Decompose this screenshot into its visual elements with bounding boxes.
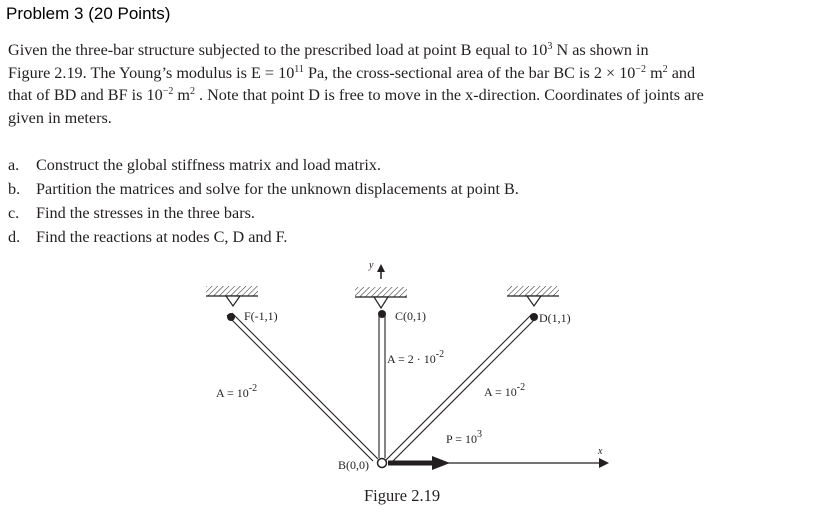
statement-line-4: given in meters. bbox=[8, 108, 112, 127]
statement-line-3: that of BD and BF is $10^{-2}$ $m^2$ . Note that point D is free to move in the x-direction. Coordinates of joints are bbox=[8, 86, 704, 104]
joint-d bbox=[530, 313, 538, 321]
y-axis-arrow bbox=[377, 264, 385, 279]
support-f bbox=[206, 286, 258, 306]
node-label-d: D(1,1) bbox=[539, 311, 571, 325]
statement-line-1: Given the three-bar structure subjected to the prescribed load at point B equal to $10^3$ N as shown in bbox=[8, 41, 649, 59]
bar-bc bbox=[379, 315, 385, 458]
figure-caption: Figure 2.19 bbox=[364, 486, 441, 505]
support-d bbox=[507, 286, 559, 306]
joint-f bbox=[227, 313, 235, 321]
task-a: a. Construct the global stiffness matrix and load matrix. bbox=[8, 156, 381, 174]
load-arrow bbox=[388, 456, 450, 470]
task-c: c. Find the stresses in the three bars. bbox=[8, 204, 255, 222]
statement-line-2: Figure 2.19. The Young’s modulus is $E = 10^{11}$ Pa, the cross-sectional area of the bar BC is $2 \times 10^{-2}$ $m^2$ and bbox=[8, 63, 696, 82]
area-label-bd: $A = 10^{-2}$ bbox=[484, 382, 526, 399]
node-label-f: F(-1,1) bbox=[244, 309, 278, 323]
x-axis-arrow bbox=[440, 458, 609, 468]
support-c bbox=[355, 287, 407, 308]
joint-c bbox=[378, 310, 386, 318]
x-axis-label: x bbox=[598, 446, 603, 457]
node-label-b: B(0,0) bbox=[338, 458, 369, 472]
load-label: $P = 10^3$ bbox=[446, 429, 482, 446]
y-axis-label: y bbox=[369, 260, 374, 271]
joint-b bbox=[378, 459, 387, 468]
node-label-c: C(0,1) bbox=[395, 309, 426, 323]
task-b: b. Partition the matrices and solve for the unknown displacements at point B. bbox=[8, 180, 519, 198]
area-label-bf: $A = 10^{-2}$ bbox=[216, 383, 258, 400]
problem-heading: Problem 3 (20 Points) bbox=[6, 4, 171, 23]
area-label-bc: $A = 2 \cdot 10^{-2}$ bbox=[387, 349, 445, 366]
task-d: d. Find the reactions at nodes C, D and F. bbox=[8, 228, 288, 246]
